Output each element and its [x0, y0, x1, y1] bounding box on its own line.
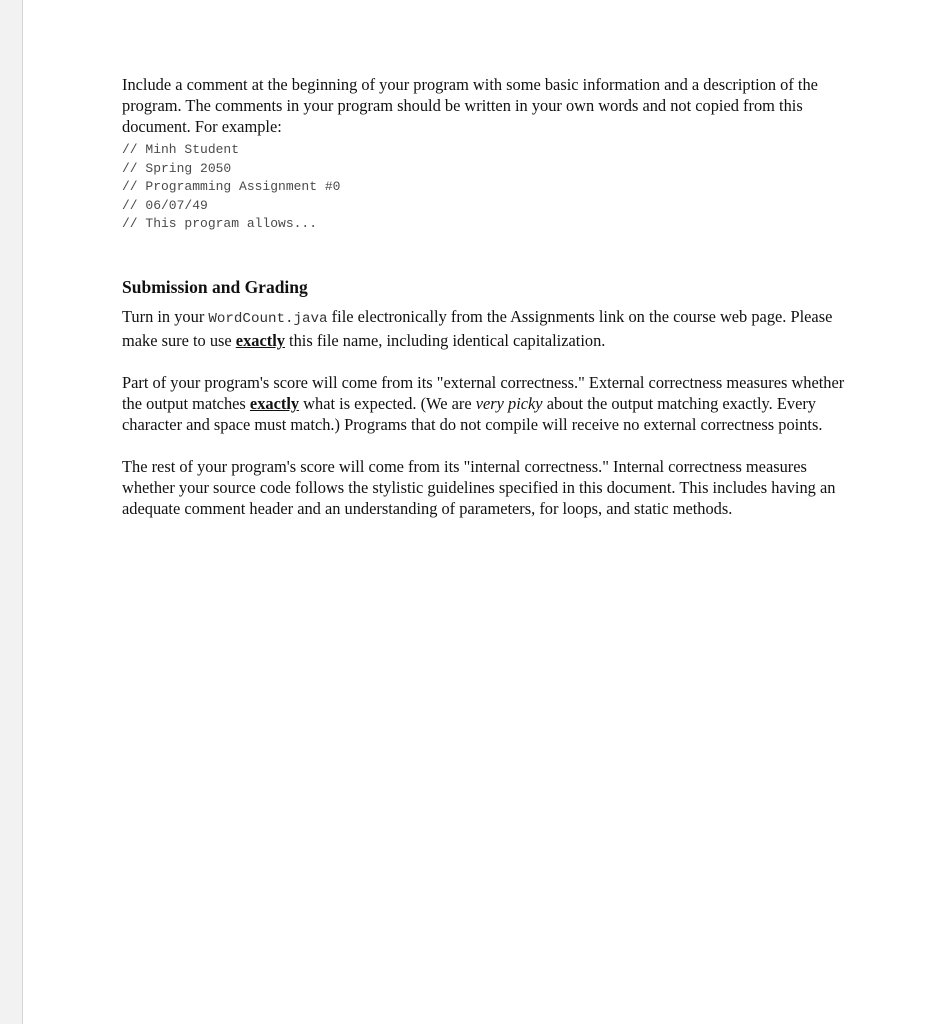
section-heading: Submission and Grading — [122, 276, 308, 297]
text-run: Part of your program's score will come from its "external correctness." External correctness measures whether the output matches — [122, 372, 845, 413]
document-page — [23, 0, 930, 1024]
text-run: about the output matching exactly. Every character and space must match.) Programs that do not compile will receive no external correctness points. — [122, 393, 823, 434]
text-run: Turn in your — [122, 306, 209, 326]
code-line: // Programming Assignment #0 — [122, 179, 341, 195]
code-line: // This program allows... — [122, 216, 318, 232]
left-gutter — [0, 0, 23, 1024]
text-run: file electronically from the Assignments link on the course web page. Please make sure to use — [122, 306, 833, 350]
emphasis-very-picky: very picky — [475, 393, 543, 413]
code-example — [122, 141, 852, 234]
emphasis-exactly: exactly — [249, 393, 300, 413]
internal-correctness-paragraph: The rest of your program's score will come from its "internal correctness." Internal correctness measures whether your source code follows the stylistic guidelines specified in this document. This includes having an adequate comment header and an understanding of parameters, for loops, and static methods. — [122, 456, 836, 518]
page-content — [122, 74, 852, 519]
emphasis-exactly: exactly — [235, 330, 285, 350]
text-run: this file name, including identical capitalization. — [284, 330, 606, 350]
filename-code: WordCount.java — [208, 310, 328, 327]
code-line: // 06/07/49 — [122, 197, 208, 213]
external-correctness-paragraph — [122, 372, 852, 435]
text-run: what is expected. (We are — [299, 393, 476, 413]
intro-paragraph: Include a comment at the beginning of your program with some basic information and a description of the program. The comments in your program should be written in your own words and not copied from this document. For example: — [122, 75, 818, 136]
code-line: // Spring 2050 — [122, 160, 232, 176]
turn-in-paragraph — [122, 306, 852, 351]
code-line: // Minh Student — [122, 142, 240, 157]
